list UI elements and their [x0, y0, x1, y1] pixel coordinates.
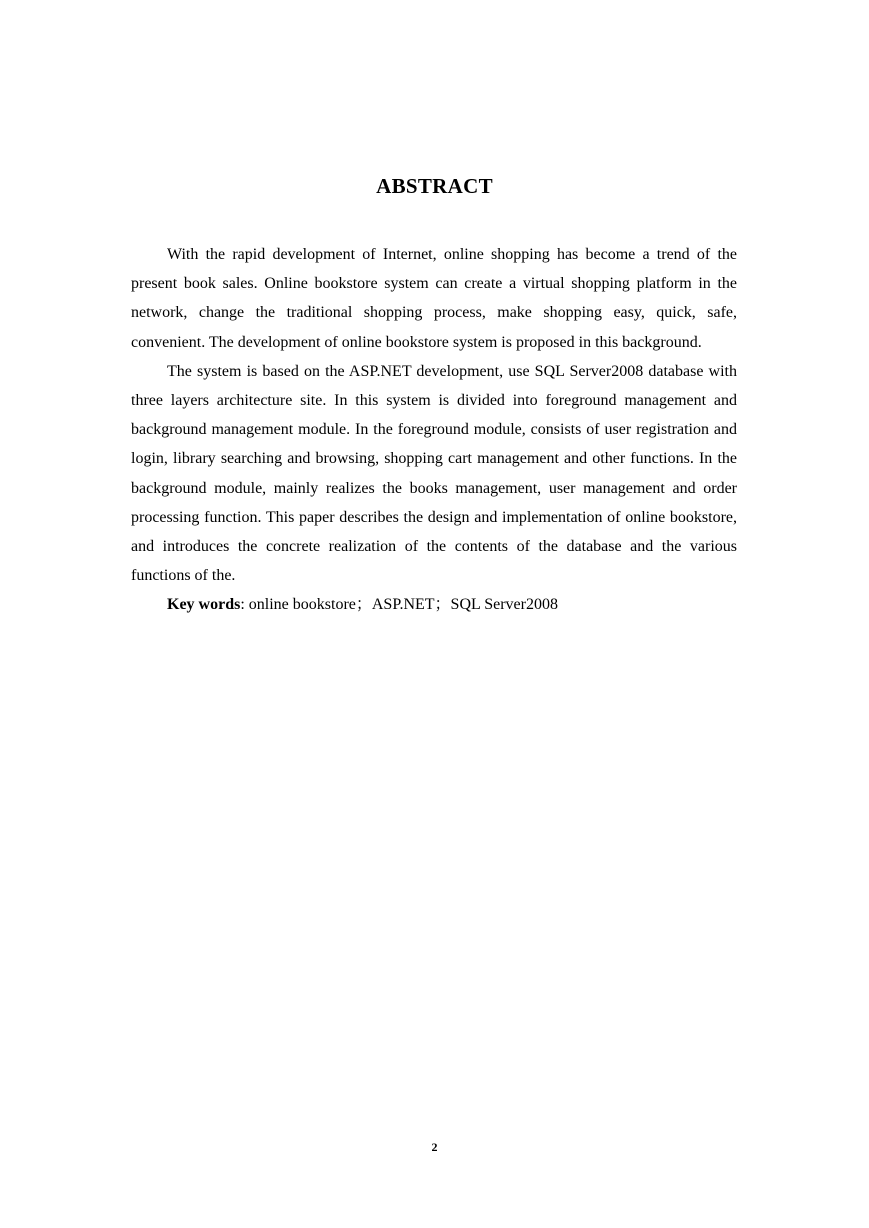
- keywords-separator: :: [240, 596, 249, 614]
- abstract-paragraph-1: With the rapid development of Internet, online shopping has become a trend of the present book sales. Online bookstore system can create a virtual shopping platform in the network, change the traditional shopping process, make shopping easy, quick, safe, convenient. The development of online bookstore system is proposed in this background.: [131, 246, 737, 351]
- keywords-line: [131, 590, 737, 619]
- abstract-paragraph-2: The system is based on the ASP.NET development, use SQL Server2008 database with three layers architecture site. In this system is divided into foreground management and background management module. In the foreground module, consists of user registration and login, library searching and browsing, shopping cart management and other functions. In the background module, mainly realizes the books management, user management and order processing function. This paper describes the design and implementation of online bookstore, and introduces the concrete realization of the contents of the database and the various functions of the.: [131, 362, 737, 585]
- keywords-label: Key words: [167, 596, 241, 614]
- page-title: ABSTRACT: [376, 174, 493, 198]
- keywords-value: online bookstore；ASP.NET；SQL Server2008: [248, 596, 558, 614]
- page-number: 2: [431, 1140, 438, 1154]
- abstract-body: [131, 240, 737, 620]
